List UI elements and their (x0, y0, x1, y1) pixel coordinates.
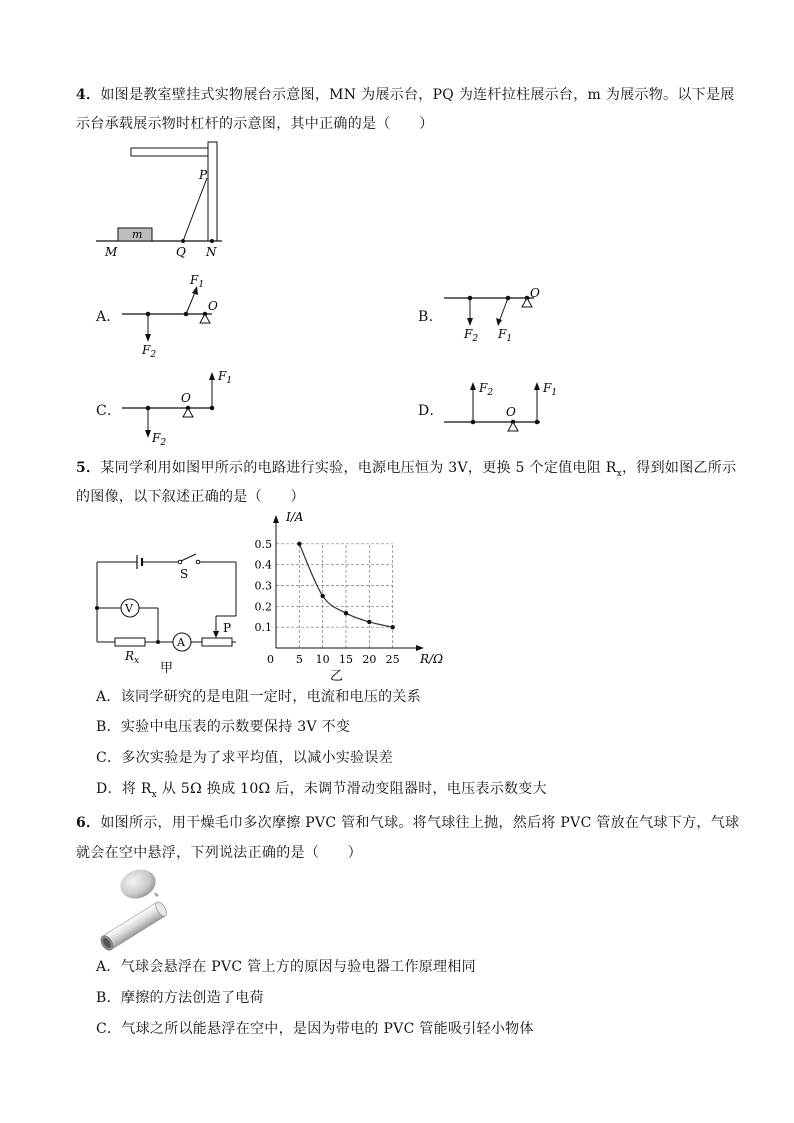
option-text-b: 从 5Ω 换成 10Ω 后，未调节滑动变阻器时，电压表示数变大 (157, 781, 547, 797)
option-text: 气球之所以能悬浮在空中，是因为带电的 PVC 管能吸引轻小物体 (121, 1021, 534, 1037)
pivot-q (181, 239, 185, 243)
q6-option-a[interactable] (96, 956, 476, 976)
circuit-caption: 甲 (160, 661, 174, 676)
option-text: 摩擦的方法创造了电荷 (120, 990, 264, 1006)
chart-axes (273, 515, 424, 651)
q5-text-1-end: ，得到如图乙所示 (622, 460, 737, 476)
f1-label: $F_1$ (218, 369, 233, 386)
option-text: 该同学研究的是电阻一定时，电流和电压的关系 (120, 689, 422, 705)
x-tick-label: 25 (385, 653, 400, 666)
x-axis-arrow-icon (416, 645, 424, 651)
option-label: C． (96, 750, 122, 766)
q4-text-1: 如图是教室壁挂式实物展台示意图，MN 为展示台，PQ 为连杆拉柱展示台，m 为展示物。以下是展 (100, 87, 735, 103)
f1-label: $F_1$ (498, 327, 513, 344)
slider-arrow-icon (213, 631, 219, 638)
rx-label: $R_x$ (125, 649, 140, 666)
q5-circuit-diagram (92, 550, 242, 676)
q4-text-2: 示台承载展示物时杠杆的示意图，其中正确的是（ ） (76, 116, 434, 132)
q5-option-d[interactable] (96, 778, 547, 800)
q4-option-a-label[interactable]: A． (96, 309, 121, 325)
rx-subscript: x (151, 789, 158, 800)
q5-option-a[interactable] (96, 686, 421, 706)
q6-text-2: 就会在空中悬浮，下列说法正确的是（ ） (76, 845, 362, 861)
q6-text-1: 如图所示，用干燥毛巾多次摩擦 PVC 管和气球。将气球往上抛，然后将 PVC 管放在气球下方，气球 (100, 815, 740, 831)
force-f1-arrow (499, 298, 508, 322)
option-label: C． (96, 1021, 122, 1037)
data-point (297, 542, 301, 546)
y-axis-arrow-icon (273, 515, 279, 523)
wall (208, 142, 217, 241)
option-label: B． (96, 990, 121, 1006)
rx-subscript: x (616, 468, 622, 479)
switch-blade (181, 554, 196, 561)
balloon-icon (116, 865, 159, 904)
o-label: O (181, 391, 191, 405)
q4-stem-line1 (76, 84, 735, 104)
q6-stem-line1 (76, 812, 739, 832)
q5-chart (250, 510, 450, 684)
arrowhead-icon (496, 318, 502, 326)
option-text: 多次实验是为了求平均值，以减小实验误差 (121, 750, 394, 766)
rheostat-icon (202, 638, 232, 646)
q5-option-c[interactable] (96, 747, 393, 767)
option-label: D． (96, 781, 122, 797)
q4-option-d-label[interactable]: D． (418, 403, 444, 419)
q4-option-d-diagram (440, 374, 565, 434)
rod-pq (183, 178, 207, 241)
x-tick-label: 15 (339, 653, 353, 666)
x-tick-label: 20 (362, 653, 377, 666)
q4-option-b-label[interactable]: B． (418, 309, 443, 325)
q5-text-1: 某同学利用如图甲所示的电路进行实验，电源电压恒为 3V，更换 5 个定值电阻 R (100, 460, 617, 476)
q6-option-c[interactable] (96, 1018, 534, 1038)
pivot-n (210, 239, 214, 243)
arrowhead-icon (145, 430, 151, 438)
y-tick-label: 0.5 (254, 537, 272, 551)
chart-grid (276, 544, 393, 648)
switch-label: S (180, 567, 189, 581)
fulcrum-icon (183, 408, 193, 417)
q4-number: 4． (76, 87, 101, 103)
fulcrum-icon (508, 422, 518, 431)
origin-label: 0 (267, 653, 274, 666)
arrowhead-icon (192, 286, 198, 295)
label-M: M (105, 245, 118, 259)
option-text: 实验中电压表的示数要保持 3V 不变 (120, 719, 351, 735)
x-tick-label: 5 (295, 653, 303, 666)
label-N: N (206, 245, 217, 259)
chart-caption: 乙 (330, 669, 344, 684)
f1-label: $F_1$ (543, 381, 558, 398)
option-label: A． (96, 959, 121, 975)
voltmeter-label: V (125, 602, 133, 615)
f1-label: $F_1$ (190, 273, 205, 290)
data-point (390, 625, 394, 629)
ammeter-label: A (177, 636, 185, 649)
f2-label: $F_2$ (142, 343, 157, 360)
q4-stem-line2 (76, 113, 434, 133)
data-point (367, 620, 371, 624)
slider-label: P (223, 621, 232, 635)
arrowhead-icon (145, 334, 151, 342)
o-label: O (208, 299, 218, 313)
x-axis-label: R/Ω (420, 652, 444, 666)
option-text-a: 将 R (121, 781, 152, 797)
q5-stem-line1 (76, 457, 736, 479)
option-label: A． (96, 689, 121, 705)
y-tick-label: 0.3 (254, 579, 272, 593)
x-tick-label: 10 (315, 653, 330, 666)
y-tick-label: 0.4 (254, 558, 272, 572)
q4-option-b-diagram (440, 284, 550, 354)
f2-label: $F_2$ (464, 327, 479, 344)
q4-option-a-diagram (118, 268, 228, 363)
data-point (344, 611, 348, 615)
label-m: m (132, 228, 143, 241)
o-label: O (506, 405, 516, 419)
option-text: 气球会悬浮在 PVC 管上方的原因与验电器工作原理相同 (120, 959, 476, 975)
label-Q: Q (176, 245, 186, 259)
label-p: P (199, 168, 208, 182)
top-shelf (131, 148, 217, 156)
arrowhead-icon (209, 372, 215, 380)
q6-number: 6． (76, 815, 101, 831)
q4-stand-figure (90, 138, 230, 263)
y-axis-label: I/A (286, 510, 304, 524)
option-label: B． (96, 719, 121, 735)
arrowhead-icon (470, 382, 476, 390)
q4-option-c-diagram (118, 366, 243, 451)
switch-contact (196, 560, 200, 564)
pvc-pipe-icon (98, 900, 168, 952)
arrowhead-icon (534, 382, 540, 390)
q6-stem-line2 (76, 842, 362, 862)
q5-text-2: 的图像，以下叙述正确的是（ ） (76, 489, 305, 505)
f2-label: $F_2$ (152, 431, 167, 448)
q6-option-b[interactable] (96, 987, 264, 1007)
q5-stem-line2 (76, 486, 305, 506)
y-tick-label: 0.2 (254, 600, 272, 614)
resistor-rx-icon (115, 638, 145, 646)
q4-option-c-label[interactable]: C． (96, 403, 122, 419)
arrowhead-icon (467, 318, 473, 326)
f2-label: $F_2$ (479, 381, 494, 398)
data-point (320, 594, 324, 598)
balloon-knot (154, 892, 159, 897)
balloon-pipe-illustration (94, 866, 174, 948)
o-label: O (530, 286, 540, 300)
fulcrum-icon (200, 314, 210, 323)
q5-option-b[interactable] (96, 716, 350, 736)
q5-number: 5． (76, 460, 101, 476)
y-tick-label: 0.1 (254, 621, 272, 635)
